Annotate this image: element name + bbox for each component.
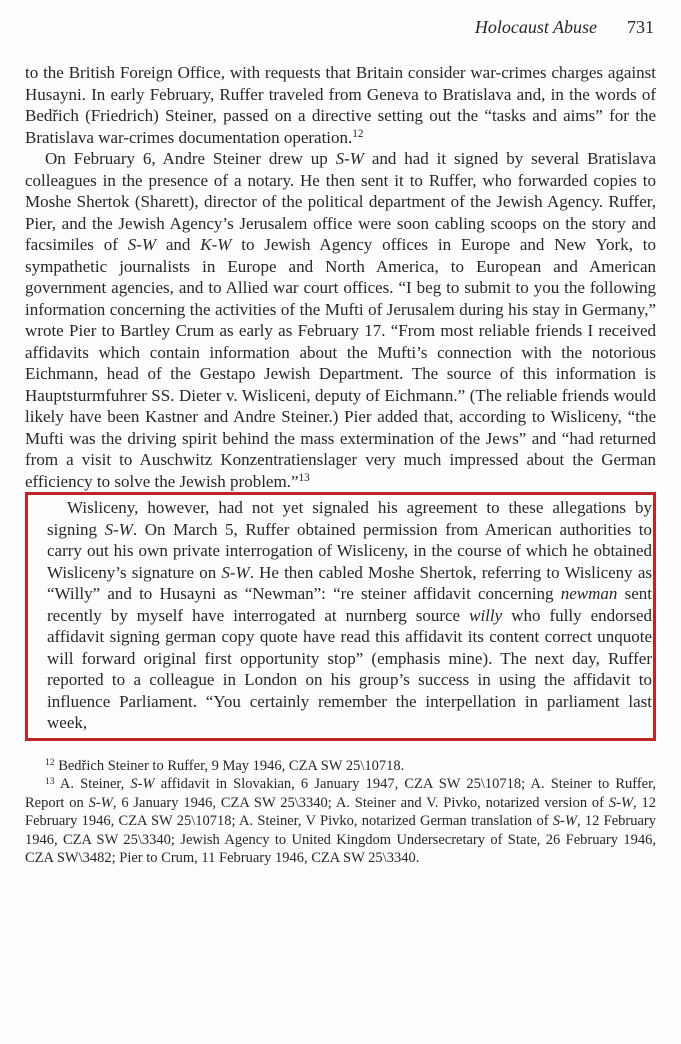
- footnote-12: $^{12}$ Bedřich Steiner to Ruffer, 9 May 1946, CZA SW 25\10718.: [45, 757, 405, 774]
- body-text: [25, 62, 656, 741]
- footnotes: [25, 757, 656, 868]
- page-header: [25, 16, 654, 38]
- paragraph: On February 6, Andre Steiner drew up S-W and had it signed by several Bratislava colleagues in the presence of a notary. He then sent it to Ruffer, who forwarded copies to Moshe Shertok (Sharett), director of the political department of the Jewish Agency. Ruffer, Pier, and the Jewish Agency’s Jerusalem office were soon cabling scoops on the story and facsimiles of S-W and K-W to Jewish Agency offices in Europe and New York, to sympathetic journalists in Europe and North America, to European and American government agencies, and to Allied war court offices. “I beg to submit to you the following information concerning the activities of the Mufti of Jerusalem during his stay in Germany,” wrote Pier to Bartley Crum as early as February 17. “From most reliable friends I received affidavits which contain information about the Mufti’s connection with the notorious Eichmann, head of the Gestapo Jewish Department. The source of this information is Hauptsturmfuhrer SS. Dieter v. Wisliceni, deputy of Eichmann.” (The reliable friends would likely have been Kastner and Andre Steiner.) Pier added that, according to Wisliceny, “the Mufti was the driving spirit behind the mass extermination of the Jews” and “had returned from a visit to Auschwitz Konzentratienslager very much impressed about the German efficiency to solve the Jewish problem.”$^{13}$: [25, 149, 657, 491]
- paragraph-continuation: to the British Foreign Office, with requests that Britain consider war-crimes charges against Husayni. In early February, Ruffer traveled from Geneva to Bratislava and, in the words of Bedřich (Friedrich) Steiner, passed on a directive setting out the “tasks and aims” for the Bratislava war-crimes documentation operation.$^{12}$: [25, 63, 656, 147]
- footnote-13: $^{13}$ A. Steiner, S-W affidavit in Slovakian, 6 January 1947, CZA SW 25\10718; A. Steiner to Ruffer, Report on S-W, 6 January 1946, CZA SW 25\3340; A. Steiner and V. Pivko, notarized version of S-W, 12 February 1946, CZA SW 25\10718; A. Steiner, V Pivko, notarized German translation of S-W, 12 February 1946, CZA SW 25\3340; Jewish Agency to United Kingdom Undersecretary of State, 26 February 1946, CZA SW\3482; Pier to Crum, 11 February 1946, CZA SW 25\3340.: [25, 775, 657, 866]
- highlighted-paragraph: Wisliceny, however, had not yet signaled his agreement to these allegations by signing S-W. On March 5, Ruffer obtained permission from American authorities to carry out his own private interrogation of Wisliceny, in the course of which he obtained Wisliceny’s signature on S-W. He then cabled Moshe Shertok, referring to Wisliceny as “Willy” and to Husayni as “Newman”: “re steiner affidavit concerning newman sent recently by myself have interrogated at nurnberg source willy who fully endorsed affidavit signing german copy quote have read this affidavit its content correct unquote will forward original first opportunity stop” (emphasis mine). The next day, Ruffer reported to a colleague in London on his group’s success in using the affidavit to influence Parliament. “You certainly remember the interpellation in parliament last week,: [25, 492, 656, 741]
- running-title: Holocaust Abuse: [474, 17, 597, 37]
- page-number: 731: [627, 17, 654, 37]
